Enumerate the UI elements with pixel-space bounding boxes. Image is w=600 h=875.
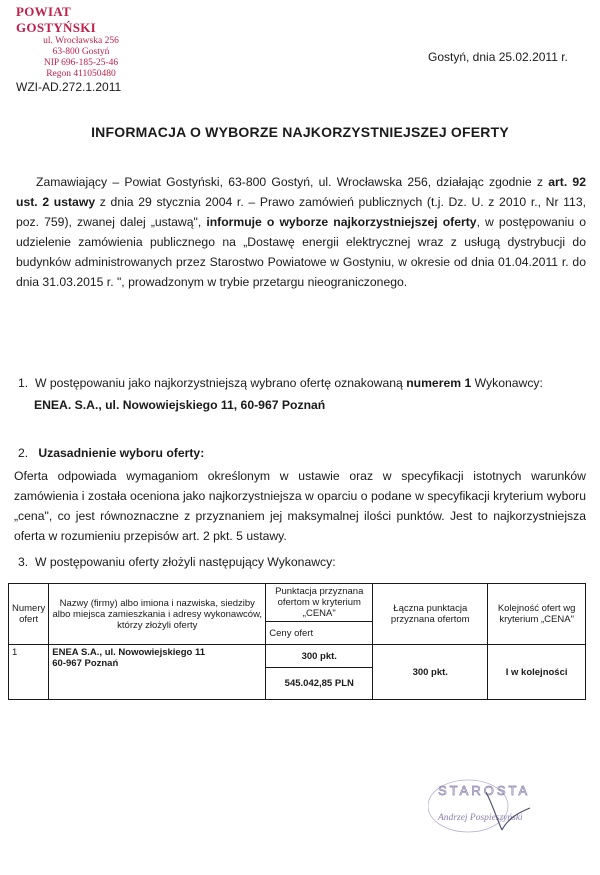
- document-title: INFORMACJA O WYBORZE NAJKORZYSTNIEJSZEJ OFERTY: [91, 124, 509, 140]
- stamp-title: POWIAT GOSTYŃSKI: [16, 4, 97, 35]
- place-date: Gostyń, dnia 25.02.2011 r.: [428, 50, 568, 64]
- section-3-line: [18, 555, 336, 569]
- section-1-number: 1.: [18, 376, 29, 390]
- section-2-title: Uzasadnienie wyboru oferty:: [38, 446, 205, 460]
- section-3-number: 3.: [18, 555, 29, 569]
- section-2-heading: [18, 446, 204, 460]
- section-1-line: [18, 376, 588, 390]
- header-offer-number: Numery ofert: [9, 584, 49, 645]
- office-stamp: [16, 4, 146, 80]
- intro-legal-basis: art. 92 ust. 2 ustawy: [16, 175, 586, 209]
- header-offer-price: Ceny ofert: [266, 622, 373, 645]
- section-1-text-2: Wykonawcy:: [471, 376, 543, 390]
- winning-contractor: ENEA. S.A., ul. Nowowiejskiego 11, 60-967 Poznań: [34, 398, 326, 412]
- row-contractor-line-2: 60-967 Poznań: [52, 658, 119, 669]
- header-contractor-name: Nazwy (firmy) albo imiona i nazwiska, siedziby albo miejsca zamieszkania i adresy wykonawców, którzy złożyli oferty: [49, 584, 266, 645]
- section-2-number: 2.: [18, 446, 29, 460]
- table-header-row: [9, 584, 586, 622]
- section-3-text: W postępowaniu oferty złożyli następujący Wykonawcy:: [34, 555, 336, 569]
- stamp-city: 63-800 Gostyń: [52, 47, 110, 57]
- row-price: 545.042,85 PLN: [266, 668, 373, 700]
- row-contractor-line-1: ENEA S.A., ul. Nowowiejskiego 11: [52, 647, 206, 658]
- offers-table: [8, 583, 586, 700]
- intro-paragraph: [16, 172, 586, 292]
- intro-text-3: , w postępowaniu o udzielenie zamówienia publicznego na „Dostawę energii elektrycznej wraz z usługą dystrybucji do budynków administrowanych przez Starostwo Powiatowe w Gostyniu, w okresie od dnia 01.04.2011 r. do dnia 31.03.2015 r. ", prowadzonym w trybie przetargu nieograniczonego.: [16, 215, 586, 289]
- stamp-address: ul. Wrocławska 256: [43, 36, 119, 46]
- row-score: 300 pkt.: [266, 645, 373, 668]
- stamp-regon: Regon 411050480: [46, 69, 116, 79]
- header-ranking: Kolejność ofert wg kryterium „CENA": [488, 584, 586, 645]
- section-1-text: W postępowaniu jako najkorzystniejszą wybrano ofertę oznakowaną: [34, 376, 407, 390]
- table-row: [9, 645, 586, 668]
- starosta-title: STAROSTA: [438, 783, 531, 798]
- starosta-name: Andrzej Pospieszyński: [438, 813, 523, 823]
- row-offer-number: 1: [9, 645, 49, 700]
- reference-number: WZI-AD.272.1.2011: [16, 80, 122, 94]
- stamp-nip: NIP 696-185-25-46: [43, 58, 119, 68]
- intro-announcement: informuje o wyborze najkorzystniejszej oferty: [206, 215, 477, 229]
- header-price-criterion: Punktacja przyznana ofertom w kryterium „CENA": [266, 584, 373, 622]
- row-total-points: 300 pkt.: [373, 645, 488, 700]
- row-contractor: [49, 645, 266, 700]
- section-1-offer-number: numerem 1: [406, 376, 472, 390]
- signature-stamp: [428, 778, 558, 836]
- intro-text-2: z dnia 29 stycznia 2004 r. – Prawo zamówień publicznych (t.j. Dz. U. z 2010 r., Nr 113, poz. 759), zwanej dalej „ustawą",: [16, 195, 586, 229]
- row-ranking: I w kolejności: [488, 645, 586, 700]
- intro-text-1: Zamawiający – Powiat Gostyński, 63-800 Gostyń, ul. Wrocławska 256, działając zgodnie z: [36, 175, 549, 189]
- header-total-points: Łączna punktacja przyznana ofertom: [373, 584, 488, 645]
- justification-paragraph: Oferta odpowiada wymaganiom określonym w ustawie oraz w specyfikacji istotnych warunków zamówienia i została oceniona jako najkorzystniejsza w oparciu o podane w specyfikacji kryterium wyboru „cena", co jest równoznaczne z przyznaniem jej maksymalnej ilości punktów. Jest to najkorzystniejsza oferta w rozumieniu przepisów art. 2 pkt. 5 ustawy.: [14, 469, 586, 543]
